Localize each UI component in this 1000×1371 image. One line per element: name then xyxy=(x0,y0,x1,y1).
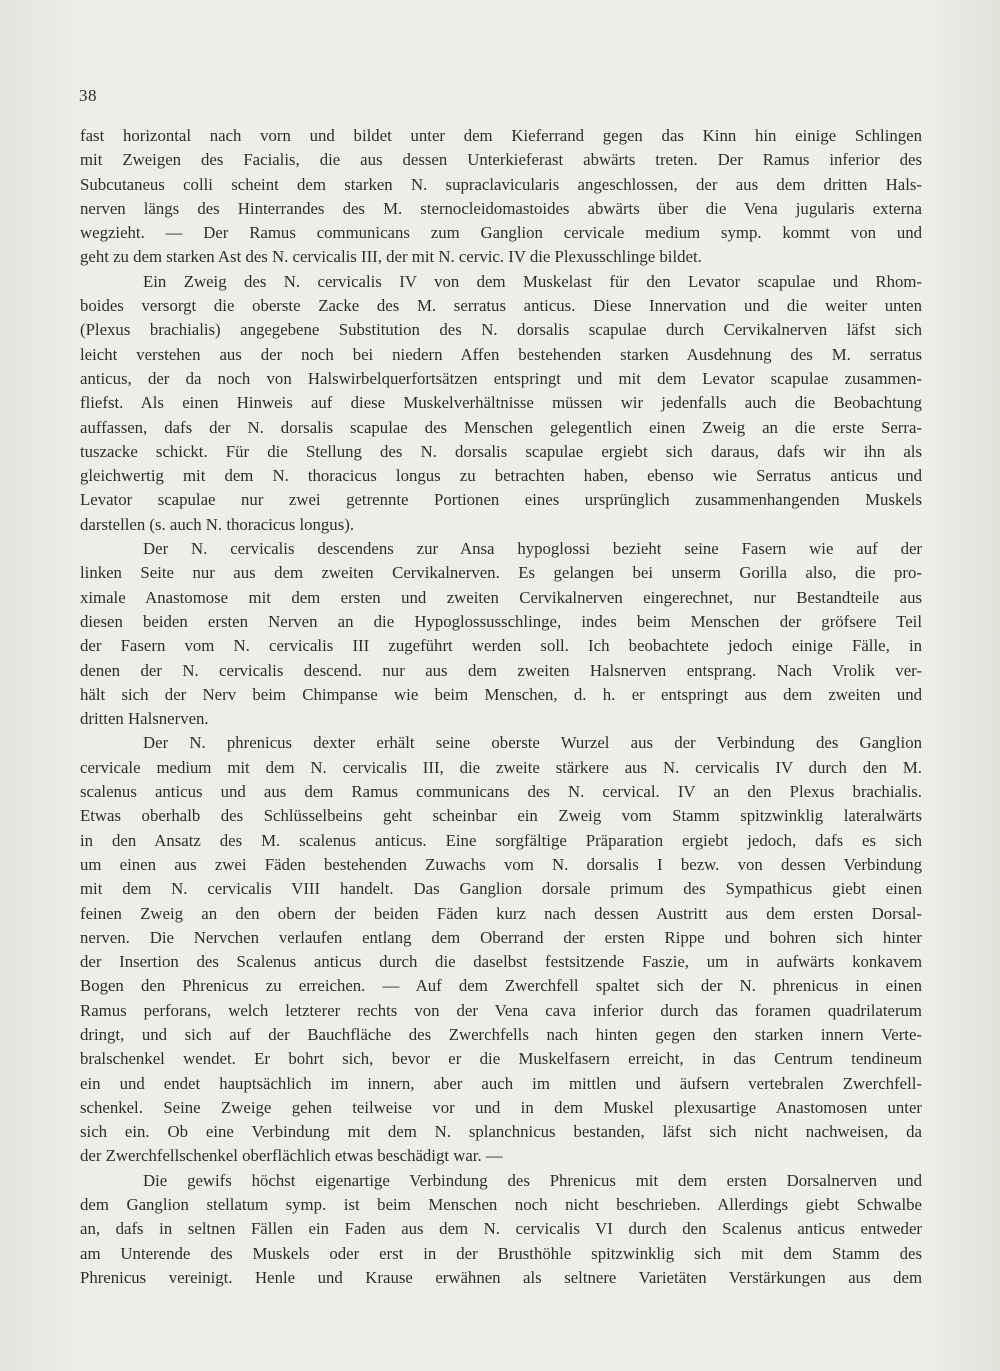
text-line: fliefst. Als einen Hinweis auf diese Muskelverhältnisse müssen wir jedenfalls auch die Beobachtung xyxy=(80,393,922,413)
text-line: feinen Zweig an den obern der beiden Fäden kurz nach dessen Austritt aus dem ersten Dorsal- xyxy=(80,903,922,923)
text-line: denen der N. cervicalis descend. nur aus dem zweiten Halsnerven entsprang. Nach Vrolik ver- xyxy=(80,660,922,680)
text-line: der Insertion des Scalenus anticus durch die daselbst festsitzende Faszie, um in aufwärts konkavem xyxy=(80,952,922,972)
text-line: mit Zweigen des Facialis, die aus dessen Unterkieferast abwärts treten. Der Ramus inferior des xyxy=(80,150,922,170)
text-line: darstellen (s. auch N. thoracicus longus). xyxy=(80,514,355,534)
paragraph-first-line: Die gewifs höchst eigenartige Verbindung des Phrenicus mit dem ersten Dorsalnerven und xyxy=(143,1170,922,1190)
text-line: ximale Anastomose mit dem ersten und zweiten Cervikalnerven eingerechnet, nur Bestandteile aus xyxy=(80,587,922,607)
text-line: leicht verstehen aus der noch bei niedern Affen bestehenden starken Ausdehnung des M. serratus xyxy=(80,344,922,364)
text-line: sich ein. Ob eine Verbindung mit dem N. splanchnicus bestanden, läfst sich nicht nachweisen, da xyxy=(80,1122,922,1142)
text-line: dem Ganglion stellatum symp. ist beim Menschen noch nicht beschrieben. Allerdings giebt Schwalbe xyxy=(80,1195,922,1215)
text-line: der Zwerchfellschenkel oberflächlich etwas beschädigt war. — xyxy=(80,1146,503,1166)
text-line: schenkel. Seine Zweige gehen teilweise vor und in dem Muskel plexusartige Anastomosen unter xyxy=(80,1097,922,1117)
text-line: ein und endet hauptsächlich im innern, aber auch im mittlen und äufsern vertebralen Zwerchfell- xyxy=(80,1073,922,1093)
text-line: Bogen den Phrenicus zu erreichen. — Auf dem Zwerchfell spaltet sich der N. phrenicus in einen xyxy=(80,976,922,996)
text-line: geht zu dem starken Ast des N. cervicalis III, der mit N. cervic. IV die Plexusschlinge bildet. xyxy=(80,247,702,267)
text-line: fast horizontal nach vorn und bildet unter dem Kieferrand gegen das Kinn hin einige Schlingen xyxy=(80,126,922,145)
page-number: 38 xyxy=(79,86,97,105)
text-line: Subcutaneus colli scheint dem starken N. supraclavicularis angeschlossen, der aus dem dritten Hals- xyxy=(80,174,922,194)
text-line: linken Seite nur aus dem zweiten Cervikalnerven. Es gelangen bei unserm Gorilla also, die pro- xyxy=(80,563,922,583)
text-line: gleichwertig mit dem N. thoracicus longus zu betrachten haben, ebenso wie Serratus anticus und xyxy=(80,466,922,486)
paragraph-first-line: Ein Zweig des N. cervicalis IV von dem Muskelast für den Levator scapulae und Rhom- xyxy=(143,271,922,291)
text-line: Ramus perforans, welch letzterer rechts von der Vena cava inferior durch das foramen quadrilaterum xyxy=(80,1000,922,1020)
text-line: Phrenicus vereinigt. Henle und Krause erwähnen als seltnere Varietäten Verstärkungen aus dem xyxy=(80,1267,922,1287)
text-line: (Plexus brachialis) angegebene Substitution des N. dorsalis scapulae durch Cervikalnerven läfst sich xyxy=(80,320,922,340)
text-line: wegzieht. — Der Ramus communicans zum Ganglion cervicale medium symp. kommt von und xyxy=(80,223,922,243)
text-line: in den Ansatz des M. scalenus anticus. Eine sorgfältige Präparation ergiebt jedoch, dafs es sich xyxy=(80,830,922,850)
text-line: mit dem N. cervicalis VIII handelt. Das Ganglion dorsale primum des Sympathicus giebt einen xyxy=(80,879,922,899)
text-line: nerven. Die Nervchen verlaufen entlang dem Oberrand der ersten Rippe und bohren sich hinter xyxy=(80,927,922,947)
text-line: Etwas oberhalb des Schlüsselbeins geht scheinbar ein Zweig vom Stamm spitzwinklig lateralwärts xyxy=(80,806,922,826)
text-line: der Fasern vom N. cervicalis III zugeführt werden soll. Ich beobachtete jedoch einige Fälle, in xyxy=(80,636,922,656)
text-line: auffassen, dafs der N. dorsalis scapulae des Menschen gelegentlich einen Zweig an die erste Serra- xyxy=(80,417,922,437)
text-line: um einen aus zwei Fäden bestehenden Zuwachs vom N. dorsalis I bezw. von dessen Verbindung xyxy=(80,854,922,874)
text-line: am Unterende des Muskels oder erst in der Brusthöhle spitzwinklig sich mit dem Stamm des xyxy=(80,1243,922,1263)
text-line: hält sich der Nerv beim Chimpanse wie beim Menschen, d. h. er entspringt aus dem zweiten und xyxy=(80,684,922,704)
text-line: cervicale medium mit dem N. cervicalis III, die zweite stärkere aus N. cervicalis IV durch den M. xyxy=(80,757,922,777)
paragraph-first-line: Der N. cervicalis descendens zur Ansa hypoglossi bezieht seine Fasern wie auf der xyxy=(143,539,922,559)
text-line: dritten Halsnerven. xyxy=(80,709,209,729)
text-line: bralschenkel wendet. Er bohrt sich, bevor er die Muskelfasern erreicht, in das Centrum tendineum xyxy=(80,1049,922,1069)
text-line: an, dafs in seltnen Fällen ein Faden aus dem N. cervicalis VI durch den Scalenus anticus entweder xyxy=(80,1219,922,1239)
text-line: diesen beiden ersten Nerven an die Hypoglossusschlinge, indes beim Menschen der gröfsere Teil xyxy=(80,611,922,631)
text-line: nerven längs des Hinterrandes des M. sternocleidomastoides abwärts über die Vena jugularis externa xyxy=(80,198,922,218)
text-line: boides versorgt die oberste Zacke des M. serratus anticus. Diese Innervation und die weiter unten xyxy=(80,296,922,316)
text-line: anticus, der da noch von Halswirbelquerfortsätzen entspringt und mit dem Levator scapulae zusammen- xyxy=(80,368,922,388)
text-line: tuszacke schickt. Für die Stellung des N. dorsalis scapulae ergiebt sich daraus, dafs wir ihn als xyxy=(80,441,922,461)
text-line: scalenus anticus und aus dem Ramus communicans des N. cervical. IV an den Plexus brachialis. xyxy=(80,782,922,802)
body-text xyxy=(80,124,922,1290)
text-line: dringt, und sich auf der Bauchfläche des Zwerchfells nach hinten gegen den starken innern Verte- xyxy=(80,1024,922,1044)
paragraph-first-line: Der N. phrenicus dexter erhält seine oberste Wurzel aus der Verbindung des Ganglion xyxy=(143,733,922,753)
text-line: Levator scapulae nur zwei getrennte Portionen eines ursprünglich zusammenhangenden Muskels xyxy=(80,490,922,510)
